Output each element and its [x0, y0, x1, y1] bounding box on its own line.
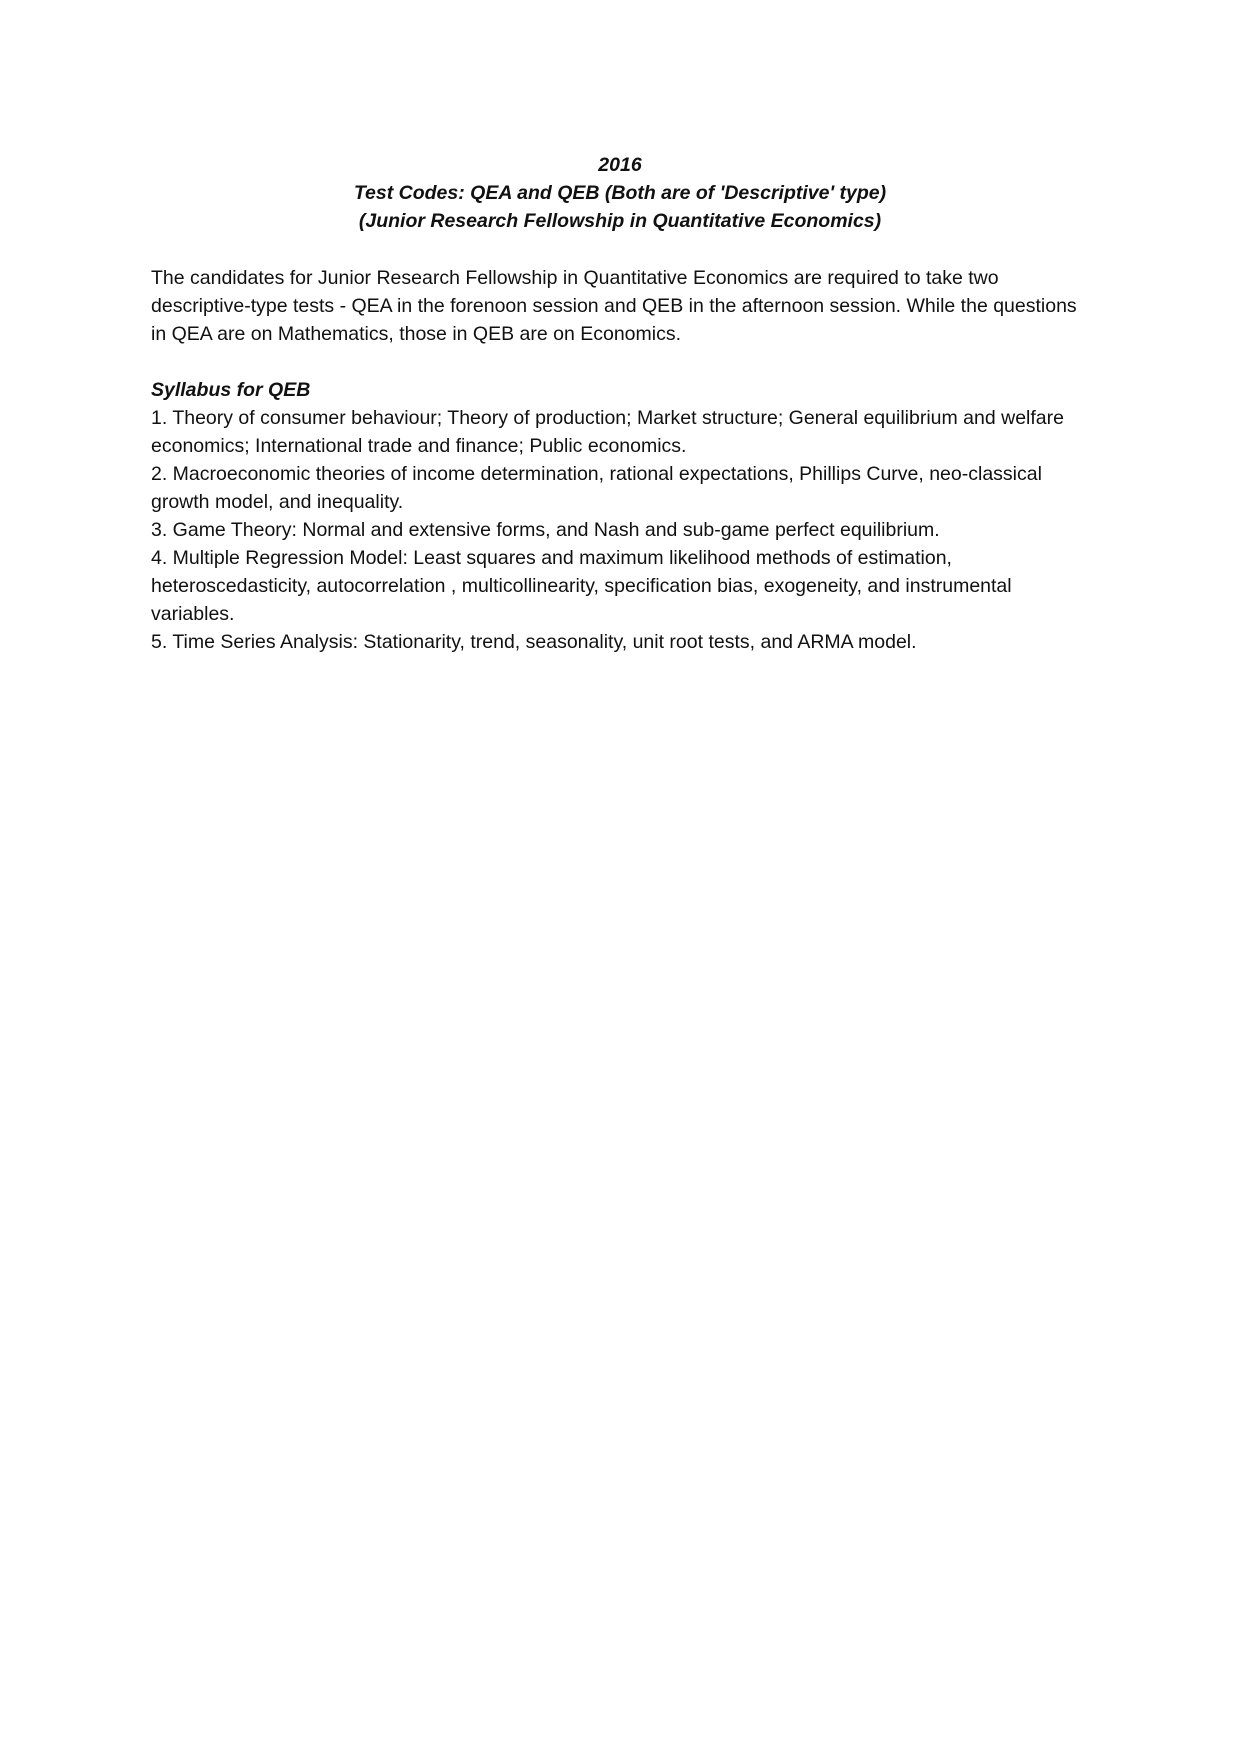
syllabus-title: Syllabus for QEB	[151, 379, 311, 401]
syllabus-item: 1. Theory of consumer behaviour; Theory of production; Market structure; General equilibrium and welfare economics; International trade and finance; Public economics.	[151, 407, 1064, 457]
header-program: (Junior Research Fellowship in Quantitative Economics)	[358, 210, 882, 232]
syllabus-list	[151, 404, 1091, 656]
document-body	[151, 264, 1091, 656]
syllabus-item: 4. Multiple Regression Model: Least squares and maximum likelihood methods of estimation, heteroscedasticity, autocorrelation , multicollinearity, specification bias, exogeneity, and instrumental variables.	[151, 547, 1012, 625]
header-year: 2016	[598, 154, 642, 176]
document-header	[150, 151, 1090, 235]
syllabus-item: 5. Time Series Analysis: Stationarity, trend, seasonality, unit root tests, and ARMA model.	[151, 631, 917, 653]
intro-paragraph: The candidates for Junior Research Fellowship in Quantitative Economics are required to take two descriptive-type tests - QEA in the forenoon session and QEB in the afternoon session. While the questions in QEA are on Mathematics, those in QEB are on Economics.	[151, 267, 1077, 345]
header-test-codes: Test Codes: QEA and QEB (Both are of 'Descriptive' type)	[353, 182, 887, 204]
syllabus-item: 2. Macroeconomic theories of income determination, rational expectations, Phillips Curve, neo-classical growth model, and inequality.	[151, 463, 1042, 513]
intro-section	[151, 264, 1091, 348]
syllabus-item: 3. Game Theory: Normal and extensive forms, and Nash and sub-game perfect equilibrium.	[151, 519, 940, 541]
